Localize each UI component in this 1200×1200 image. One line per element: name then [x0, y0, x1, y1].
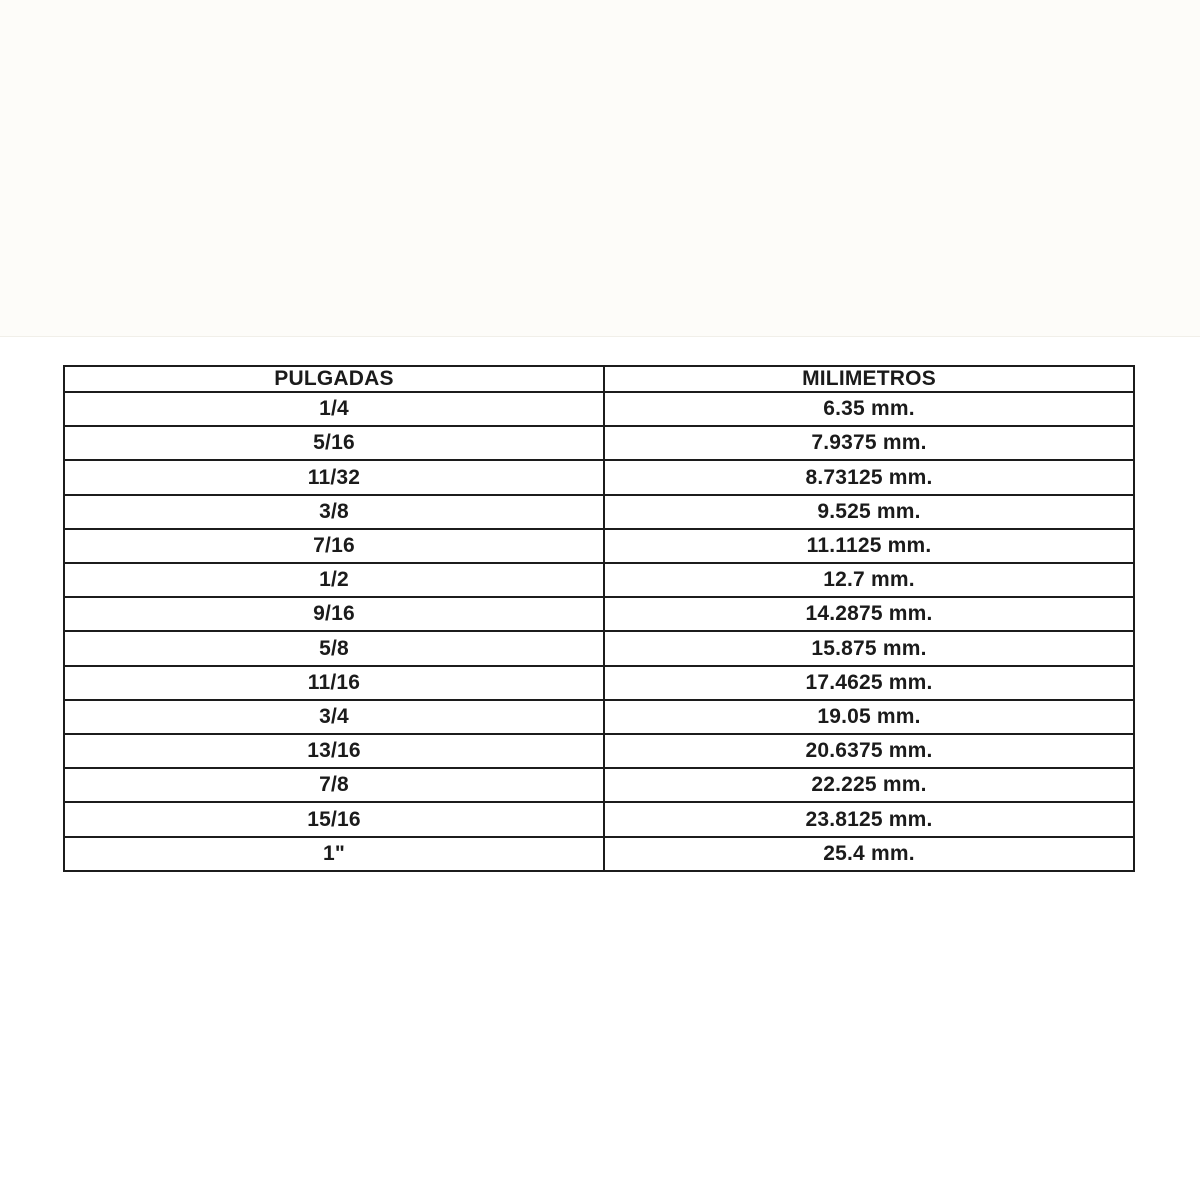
- cell-inches: 15/16: [64, 802, 604, 836]
- table-row: [64, 631, 1134, 665]
- conversion-table-container: [63, 365, 1133, 872]
- cell-inches: 7/8: [64, 768, 604, 802]
- cell-millimeters: 15.875 mm.: [604, 631, 1134, 665]
- cell-millimeters: 20.6375 mm.: [604, 734, 1134, 768]
- table-row: [64, 495, 1134, 529]
- cell-millimeters: 19.05 mm.: [604, 700, 1134, 734]
- cell-inches: 11/16: [64, 666, 604, 700]
- scan-background-band: [0, 0, 1200, 337]
- cell-millimeters: 9.525 mm.: [604, 495, 1134, 529]
- cell-millimeters: 12.7 mm.: [604, 563, 1134, 597]
- table-row: [64, 392, 1134, 426]
- table-row: [64, 529, 1134, 563]
- cell-millimeters: 22.225 mm.: [604, 768, 1134, 802]
- cell-millimeters: 6.35 mm.: [604, 392, 1134, 426]
- table-row: [64, 768, 1134, 802]
- cell-millimeters: 11.1125 mm.: [604, 529, 1134, 563]
- table-row: [64, 734, 1134, 768]
- cell-inches: 1/2: [64, 563, 604, 597]
- cell-inches: 3/4: [64, 700, 604, 734]
- table-row: [64, 460, 1134, 494]
- cell-millimeters: 7.9375 mm.: [604, 426, 1134, 460]
- table-row: [64, 426, 1134, 460]
- table-row: [64, 802, 1134, 836]
- inches-to-millimeters-table: [63, 365, 1135, 872]
- table-row: [64, 563, 1134, 597]
- cell-millimeters: 8.73125 mm.: [604, 460, 1134, 494]
- header-milimetros: MILIMETROS: [604, 366, 1134, 392]
- cell-millimeters: 25.4 mm.: [604, 837, 1134, 871]
- cell-inches: 5/16: [64, 426, 604, 460]
- table-row: [64, 837, 1134, 871]
- cell-inches: 7/16: [64, 529, 604, 563]
- cell-millimeters: 23.8125 mm.: [604, 802, 1134, 836]
- table-row: [64, 597, 1134, 631]
- table-row: [64, 666, 1134, 700]
- cell-inches: 5/8: [64, 631, 604, 665]
- header-pulgadas: PULGADAS: [64, 366, 604, 392]
- table-row: [64, 700, 1134, 734]
- cell-millimeters: 17.4625 mm.: [604, 666, 1134, 700]
- cell-inches: 3/8: [64, 495, 604, 529]
- cell-inches: 9/16: [64, 597, 604, 631]
- table-header-row: [64, 366, 1134, 392]
- cell-inches: 1/4: [64, 392, 604, 426]
- cell-millimeters: 14.2875 mm.: [604, 597, 1134, 631]
- cell-inches: 13/16: [64, 734, 604, 768]
- cell-inches: 1": [64, 837, 604, 871]
- cell-inches: 11/32: [64, 460, 604, 494]
